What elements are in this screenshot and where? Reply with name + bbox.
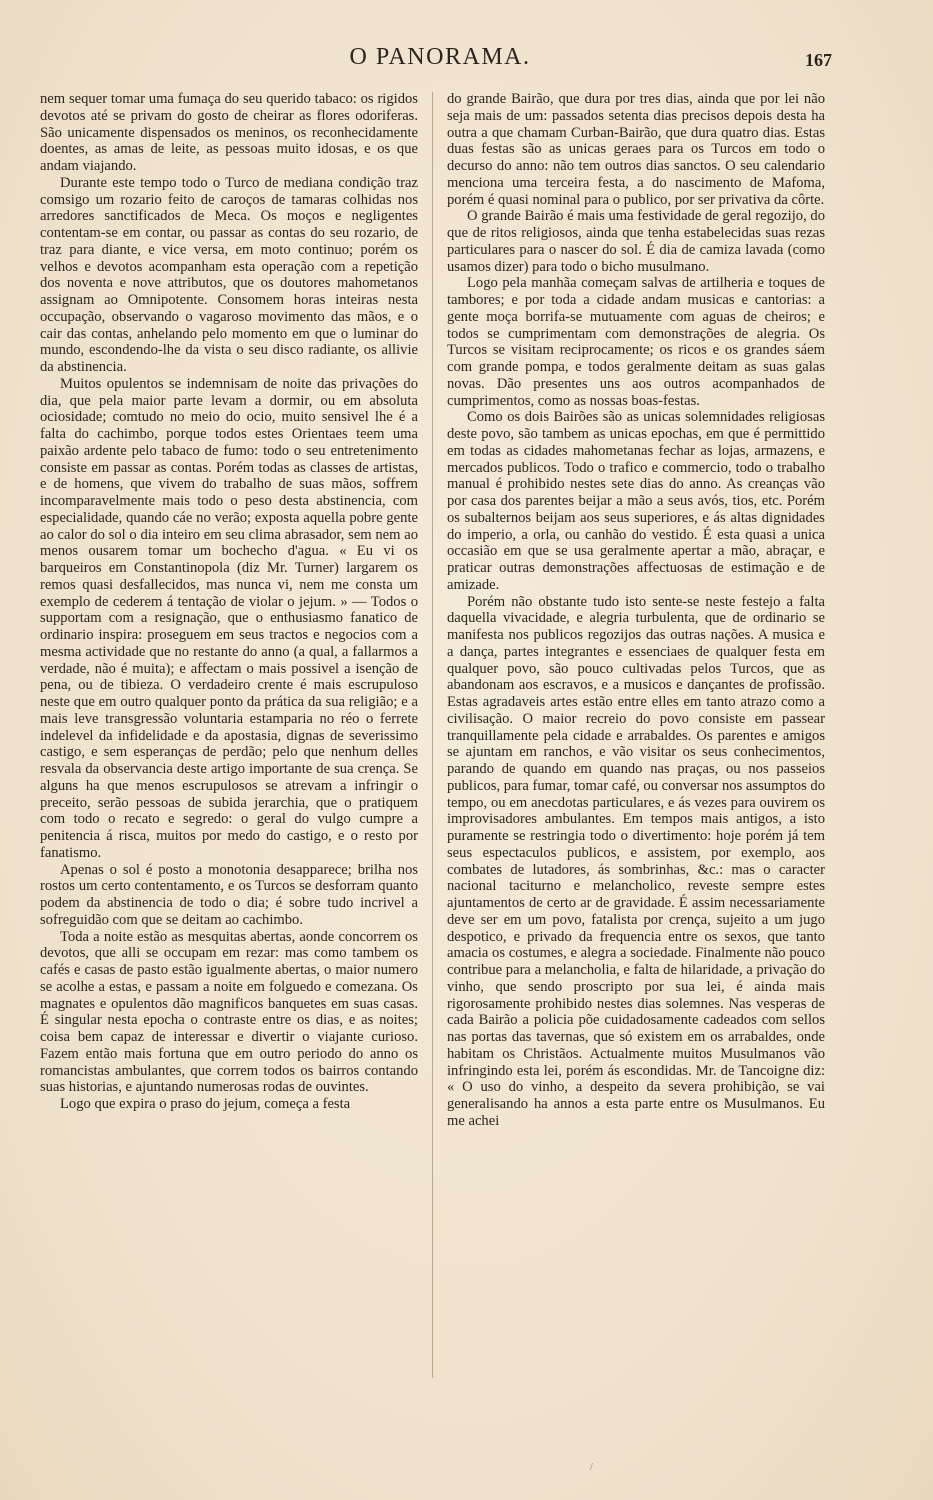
paragraph: Como os dois Bairões são as unicas solemnidades religiosas deste povo, são tambem as unicas epochas, em que é permittido em todas as cidades mahometanas fechar as lojas, armazens, e mercados publicos. Todo o trafico e commercio, todo o trabalho manual é prohibido nestes sete dias do anno. As creanças vão por casa dos parentes beijar a mão a seus avós, tios, etc. Porém os subalternos beijam aos seus superiores, e ás altas dignidades do imperio, a orla, ou canhão do vestido. É esta quasi a unica occasião em que se usa geralmente apertar a mão, abraçar, e praticar outras demonstrações affectuosas de estimação e de amizade. xyxy=(447,409,825,593)
paragraph: Porém não obstante tudo isto sente-se neste festejo a falta daquella vivacidade, e alegria turbulenta, que de ordinario se manifesta nos publicos regozijos das outras nações. A musica e a dança, partes integrantes e essenciaes de qualquer festa em qualquer povo, são pouco cultivadas pelos Turcos, que as abandonam aos escravos, e a musicos e dançantes de profissão. Estas agradaveis artes estão entre elles em tanto atrazo como a civilisação. O maior recreio do povo consiste em passear tranquillamente pela cidade e arrabaldes. Os parentes e amigos se ajuntam em ranchos, e vão visitar os seus conhecimentos, parando de quando em quando nas praças, ou nos passeios publicos, para fumar, tomar café, ou conversar nos assumptos do tempo, ou em anecdotas particulares, e ás vezes para ouvirem os improvisadores ambulantes. Em tempos mais antigos, a isto puramente se restringia todo o divertimento: hoje porém já tem seus espectaculos publicos, e assistem, por exemplo, aos combates de lutadores, ás sombrinhas, &c.: mas o caracter nacional taciturno e melancholico, reveste sempre estes ajuntamentos de certo ar de gravidade. É assim necessariamente deve ser em um povo, fatalista por crença, sujeito a um jugo despotico, e privado da frequencia entre os sexos, que tanto amacia os costumes, e alegra a sociedade. Finalmente não pouco contribue para a melancholia, e falta de hilaridade, a privação do vinho, que sendo proscripto por sua lei, é ainda mais rigorosamente prohibido nestes dias solemnes. Nas vesperas de cada Bairão a policia põe cuidadosamente cadeados com sellos nas portas das tavernas, que só existem em os arrabaldes, onde habitam os Christãos. Actualmente muitos Musulmanos vão infringindo esta lei, porém ás escondidas. Mr. de Tancoigne diz: « O uso do vinho, a despeito da severa prohibição, se vai generalisando ha annos a esta parte entre os Musulmanos. Eu me achei xyxy=(447,593,825,1129)
page-number: 167 xyxy=(805,50,832,70)
paragraph: Logo que expira o praso do jejum, começa a festa xyxy=(60,1096,351,1112)
paragraph: Toda a noite estão as mesquitas abertas, aonde concorrem os devotos, que alli se occupam em rezar: mas como tambem os cafés e casas de pasto estão igualmente abertas, o maior numero se acolhe a estas, e passam a noite em folguedo e comezana. Os magnates e opulentos dão magnificos banquetes em suas casas. É singular nesta epocha o contraste entre os dias, e as noites; coisa bem capaz de interessar e divertir o viajante curioso. Fazem então mais fortuna que em outro periodo do anno os romancistas ambulantes, que correm todos os bairros contando suas historias, e ajuntando numerosas rodas de ouvintes. xyxy=(40,928,418,1096)
paragraph: Durante este tempo todo o Turco de mediana condição traz comsigo um rozario feito de caroços de tamaras colhidas nos arredores sanctificados de Meca. Os moços e negligentes contentam-se em contar, ou passar as contas do seu rozario, de traz para diante, e vice versa, em moto continuo; porém os velhos e devotos acompanham esta operação com a repetição dos noventa e nove attributos, que os doutores mahometanos assignam ao Omnipotente. Consomem horas inteiras nesta occupação, observando o vagaroso movimento das mãos, e o cair das contas, anhelando pelo momento em que o luminar do mundo, escondendo-lhe da vista o seu disco radiante, os allivie da abstinencia. xyxy=(40,174,418,375)
paragraph: Logo pela manhãa começam salvas de artilheria e toques de tambores; e por toda a cidade andam musicas e cantorias: a gente moça borrifa-se mutuamente com aguas de cheiros; e todos se cumprimentam com demonstrações de alegria. Os Turcos se visitam reciprocamente; os ricos e os grandes sáem com grande pompa, e todos geralmente deitam as suas galas novas. Dão presentes uns aos outros acompanhados de cumprimentos, como as nossas boas-festas. xyxy=(447,275,825,409)
column-divider xyxy=(432,92,433,1378)
paragraph: Muitos opulentos se indemnisam de noite das privações do dia, que pela maior parte levam a dormir, ou em absoluta ociosidade; comtudo no meio do ocio, muito sensivel lhe é a falta do cachimbo, porque todos estes Orientaes teem uma paixão ardente pelo tabaco de fumo: todo o seu entretenimento consiste em passar as contas. Porém todas as classes de artistas, e de homens, que vivem do trabalho de suas mãos, soffrem incomparavelmente mais todo o peso desta abstinencia, com especialidade, quando cáe no verão; exposta aquella pobre gente ao calor do sol o dia inteiro em seu clima abrasador, sem nem ao menos ousarem tomar um bochecho d'agua. « Eu vi os barqueiros em Constantinopola (diz Mr. Turner) largarem os remos quasi desfallecidos, mas nunca vi, nem me consta um exemplo de cederem á tentação de violar o jejum. » — Todos o supportam com a resignação, que o enthusiasmo fanatico de ordinario inspira: proseguem em seus tractos e negocios com a mesma actividade que no restante do anno (a qual, a fallarmos a verdade, não é muita); e affectam o mais possivel a isenção de pena, ou de tibieza. O verdadeiro crente é mais escrupuloso neste que em outro qualquer ponto da prática da sua religião; e a mais leve transgressão voluntaria estamparia no réo o ferrete indelevel da infidelidade e da apostasia, dignas de severissimo castigo, e sem esperanças de perdão; pelo que nenhum delles resvala da observancia deste artigo importante de sua crença. Se alguns ha que menos escrupulosos se atrevam a infringir o preceito, serão pessoas de subida jerarchia, que o pratiquem com todo o recato e segredo: o geral do vulgo cumpre a penitencia á risca, muitos por medo do castigo, e o resto por fanatismo. xyxy=(40,375,418,861)
left-column xyxy=(40,91,418,1113)
paragraph: O grande Bairão é mais uma festividade de geral regozijo, do que de ritos religiosos, ainda que tenha estabelecidas suas rezas particulares para o nascer do sol. É dia de camiza lavada (como usamos dizer) para todo o bicho musulmano. xyxy=(447,208,825,275)
page-mark: / xyxy=(590,1462,593,1473)
paragraph: do grande Bairão, que dura por tres dias, ainda que por lei não seja mais de um: passados setenta dias precisos depois desta ha outra a que chamam Curban-Bairão, que dura quatro dias. Estas duas festas são as unicas geraes para os Turcos em todo o decurso do anno: não tem outros dias sanctos. O seu calendario menciona uma terceira festa, a do nascimento de Mafoma, porém é quasi nominal para o publico, por ser privativa da côrte. xyxy=(447,91,825,208)
page-header xyxy=(40,44,840,71)
right-column xyxy=(447,91,825,1130)
paragraph: nem sequer tomar uma fumaça do seu querido tabaco: os rigidos devotos até se privam do gosto de cheirar as flores odoriferas. São unicamente dispensados os meninos, os reconhecidamente doentes, as amas de leite, as pessoas muito idosas, e os que andam viajando. xyxy=(40,91,418,174)
paragraph: Apenas o sol é posto a monotonia desapparece; brilha nos rostos um certo contentamento, e os Turcos se desforram quanto podem da abstinencia de todo o dia; é sobre tudo incrivel a sofreguidão com que se deitam ao cachimbo. xyxy=(40,861,418,928)
running-title: O PANORAMA. xyxy=(349,44,531,70)
